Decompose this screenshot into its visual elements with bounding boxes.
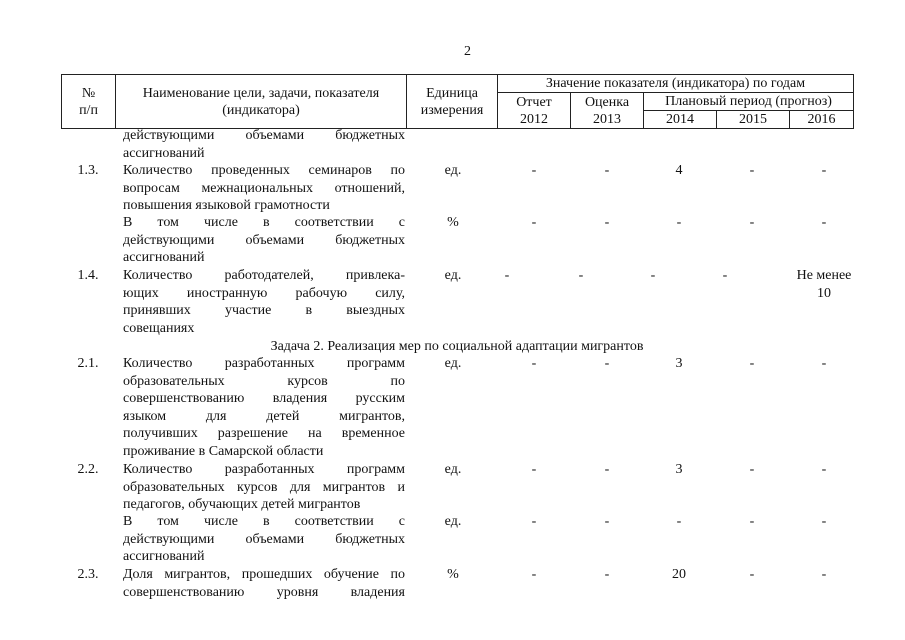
header-num: № п/п [62,75,116,129]
value-2013: - [604,215,610,230]
table-row [61,214,853,267]
table-row [61,461,853,513]
table-row [61,267,853,338]
unit-cell: ед. [444,268,462,283]
row-number: 1.4. [77,268,99,283]
unit-cell: ед. [444,514,462,529]
indicator-name: действующими объемами бюджетных ассигнований [123,128,405,161]
value-2015: - [749,215,755,230]
value-2014: 3 [675,356,683,371]
page-number: 2 [464,44,471,59]
header-year-2014: 2014 [644,111,717,129]
header-name: Наименование цели, задачи, показателя (индикатора) [116,75,407,129]
header-year-2016: 2016 [790,111,854,129]
value-2012: - [531,567,537,582]
value-2013: - [604,462,610,477]
value-2016: - [821,215,827,230]
value-2012: - [531,215,537,230]
row-number: 1.3. [77,163,99,178]
value-2016: - [821,567,827,582]
unit-cell: % [447,215,459,230]
indicator-name: В том числе в соответствии с действующими объемами бюджетных ассигнований [123,215,405,265]
indicator-name: Количество работодателей, привлека- ющих иностранную рабочую силу, принявших участие в выездных совещаниях [123,268,405,336]
value-2014: - [650,268,656,283]
value-2016: - [821,163,827,178]
value-2014: - [676,215,682,230]
value-2012: - [531,514,537,529]
value-2013: - [604,567,610,582]
value-2015: - [749,462,755,477]
task-heading-row [61,338,853,355]
table-row [61,127,853,162]
value-2014: - [676,514,682,529]
header-estimate: Оценка 2013 [571,93,644,129]
header-report: Отчет 2012 [498,93,571,129]
indicator-name: В том числе в соответствии с действующими объемами бюджетных ассигнований [123,514,405,564]
value-2013: - [604,514,610,529]
header-unit: Единица измерения [407,75,498,129]
row-number: 2.3. [77,567,99,582]
value-2013: - [604,356,610,371]
table-body [61,127,853,602]
table-row [61,162,853,214]
value-2016: Не менее 10 [796,268,852,301]
value-2014: 4 [675,163,683,178]
task-heading: Задача 2. Реализация мер по социальной адаптации мигрантов [270,339,644,354]
table-row [61,513,853,566]
indicator-name: Количество проведенных семинаров по вопросам межнациональных отношений, повышения языковой грамотности [123,163,405,213]
value-2016: - [821,356,827,371]
value-2015: - [749,567,755,582]
value-2012: - [504,268,510,283]
value-2012: - [531,462,537,477]
header-value-group: Значение показателя (индикатора) по годам [498,75,854,93]
unit-cell: % [447,567,459,582]
row-number: 2.2. [77,462,99,477]
table-row [61,355,853,461]
value-2016: - [821,514,827,529]
header-year-2015: 2015 [717,111,790,129]
value-2012: - [531,163,537,178]
value-2013: - [604,163,610,178]
value-2015: - [722,268,728,283]
unit-cell: ед. [444,462,462,477]
value-2015: - [749,356,755,371]
value-2013: - [578,268,584,283]
unit-cell: ед. [444,356,462,371]
header-plan: Плановый период (прогноз) [644,93,854,111]
value-2016: - [821,462,827,477]
value-2012: - [531,356,537,371]
row-number: 2.1. [77,356,99,371]
value-2015: - [749,514,755,529]
table-header [61,74,854,129]
indicator-name: Количество разработанных программ образовательных курсов по совершенствованию владения русским языком для детей мигрантов, получивших разрешение на временное проживание в Самарской области [123,356,405,459]
table-row [61,566,853,602]
value-2014: 20 [672,567,686,582]
value-2014: 3 [675,462,683,477]
value-2015: - [749,163,755,178]
indicator-name: Количество разработанных программ образовательных курсов для мигрантов и педагогов, обучающих детей мигрантов [123,462,405,512]
unit-cell: ед. [444,163,462,178]
indicator-name: Доля мигрантов, прошедших обучение по совершенствованию уровня владения [123,567,405,600]
